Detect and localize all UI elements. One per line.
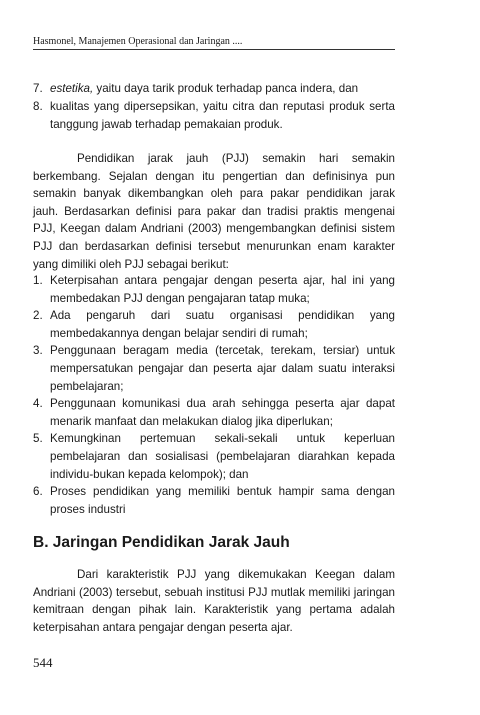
paragraph-text: Dari karakteristik PJJ yang dikemukakan Keegan dalam Andriani (2003) tersebut, sebuah institusi PJJ mutlak memiliki jaringan kemitraan dengan pihak lain. Karakteristik yang pertama adalah keterpisahan antara pengajar dengan peserta ajar. [33, 568, 395, 634]
item-text: Proses pendidikan yang memiliki bentuk hampir sama dengan proses industri [50, 485, 395, 516]
list-item-8 [33, 98, 395, 133]
item-number: 2. [33, 309, 43, 323]
list-item [33, 395, 395, 430]
item-emphasis: estetika, [50, 82, 94, 95]
item-number: 1. [33, 274, 43, 287]
item-body: yaitu daya tarik produk terhadap panca indera, dan [93, 82, 359, 95]
item-text: kualitas yang dipersepsikan, yaitu citra dan reputasi produk serta tanggung jawab terhadap pemakaian produk. [50, 100, 395, 131]
list-item [33, 430, 395, 483]
item-number: 8. [33, 100, 43, 113]
list-item-7 [33, 80, 395, 98]
characteristics-list [33, 272, 395, 518]
item-number: 4. [33, 397, 43, 411]
list-item [33, 272, 395, 307]
item-text: Penggunaan beragam media (tercetak, terekam, tersiar) untuk mempersatukan pengajar dan peserta ajar dalam suatu interaksi pembelajaran; [50, 344, 395, 393]
item-number: 6. [33, 485, 43, 499]
item-number: 5. [33, 432, 43, 446]
paragraph-jaringan [33, 566, 395, 636]
running-head: Hasmonel, Manajemen Operasional dan Jaringan .... [33, 36, 395, 50]
list-item [33, 307, 395, 342]
paragraph-text: Pendidikan jarak jauh (PJJ) semakin hari semakin berkembang. Sejalan dengan itu pengertian dan definisinya pun semakin banyak dikembangkan oleh para pakar pendidikan jarak jauh. Berdasarkan definisi para pakar dan tradisi praktis mengenai PJJ, Keegan dalam Andriani (2003) mengembangkan definisi sistem PJJ dan berdasarkan definisi tersebut menurunkan enam karakter yang dimiliki oleh PJJ sebagai berikut: [33, 152, 395, 271]
item-text: Ada pengaruh dari suatu organisasi pendidikan yang membedakannya dengan belajar sendiri di rumah; [50, 309, 395, 340]
item-text [50, 80, 395, 98]
paragraph-pjj [33, 150, 395, 273]
section-heading: B. Jaringan Pendidikan Jarak Jauh [33, 534, 290, 551]
page-number: 544 [33, 655, 53, 670]
item-number: 3. [33, 344, 43, 358]
list-item [33, 342, 395, 395]
item-number: 7. [33, 82, 43, 95]
item-text: Penggunaan komunikasi dua arah sehingga peserta ajar dapat menarik manfaat dan melakukan dialog jika diperlukan; [50, 397, 395, 428]
item-text: Kemungkinan pertemuan sekali-sekali untuk keperluan pembelajaran dan sosialisasi (pembelajaran diarahkan kepada individu-bukan kepada kelompok); dan [50, 432, 395, 481]
item-text: Keterpisahan antara pengajar dengan peserta ajar, hal ini yang membedakan PJJ dengan pengajaran tatap muka; [50, 274, 395, 305]
list-item [33, 483, 395, 518]
